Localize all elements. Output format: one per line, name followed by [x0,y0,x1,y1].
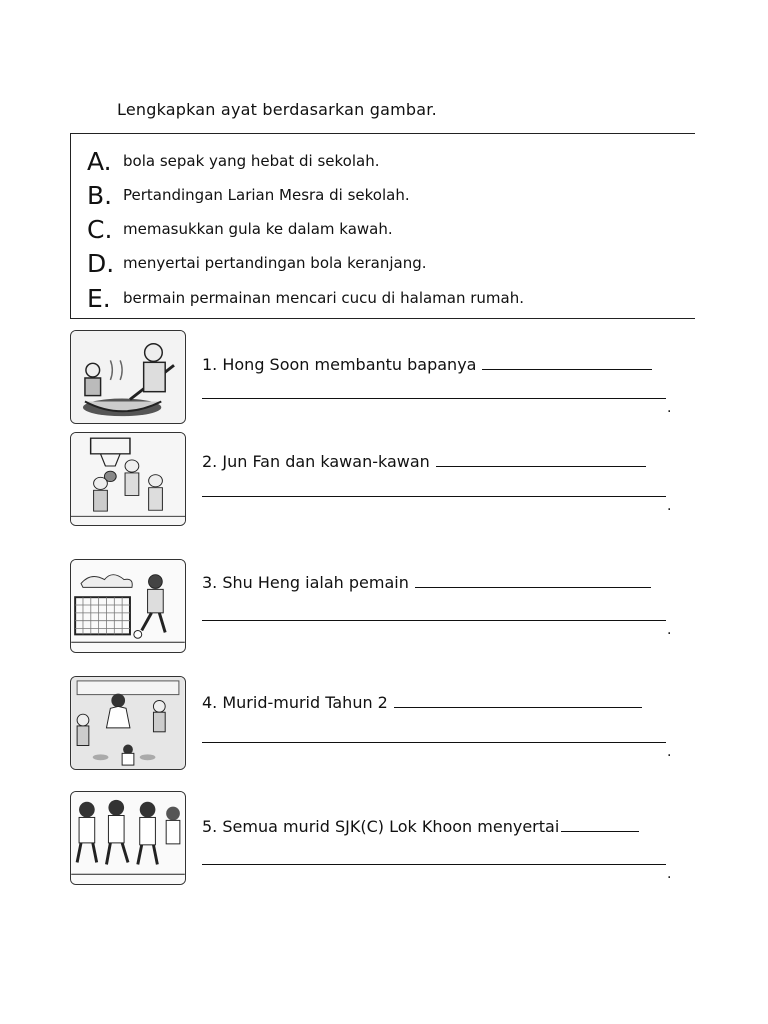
option-letter: C. [87,214,113,244]
instruction: Lengkapkan ayat berdasarkan gambar. [117,100,437,119]
option-d [87,248,427,278]
answer-line[interactable] [202,398,666,399]
options-box [70,133,695,319]
answer-blank[interactable] [482,355,652,370]
basketball-illustration [70,432,186,526]
period: . [667,498,672,514]
question-5 [202,817,639,836]
answer-blank[interactable] [436,452,646,467]
option-c [87,214,393,244]
question-4 [202,693,642,712]
children-playing-illustration [70,676,186,770]
option-text: menyertai pertandingan bola keranjang. [123,254,427,272]
option-text: memasukkan gula ke dalam kawah. [123,220,393,238]
running-race-illustration [70,791,186,885]
option-text: bola sepak yang hebat di sekolah. [123,152,380,170]
answer-line[interactable] [202,742,666,743]
question-text: 1. Hong Soon membantu bapanya [202,355,477,374]
option-a [87,146,379,176]
question-1 [202,355,652,374]
option-text: Pertandingan Larian Mesra di sekolah. [123,186,410,204]
cooking-pot-illustration [70,330,186,424]
answer-blank[interactable] [561,817,639,832]
answer-line[interactable] [202,496,666,497]
period: . [667,866,672,882]
answer-line[interactable] [202,864,666,865]
question-text: 4. Murid-murid Tahun 2 [202,693,388,712]
option-e [87,283,524,313]
question-text: 2. Jun Fan dan kawan-kawan [202,452,430,471]
option-letter: D. [87,248,115,278]
option-letter: B. [87,180,113,210]
option-letter: E. [87,283,111,313]
football-goal-illustration [70,559,186,653]
period: . [667,744,672,760]
answer-blank[interactable] [415,573,651,588]
period: . [667,400,672,416]
answer-blank[interactable] [394,693,642,708]
period: . [667,622,672,638]
option-text: bermain permainan mencari cucu di halaman rumah. [123,289,525,307]
option-letter: A. [87,146,112,176]
question-2 [202,452,646,471]
option-b [87,180,410,210]
question-3 [202,573,651,592]
question-text: 3. Shu Heng ialah pemain [202,573,409,592]
answer-line[interactable] [202,620,666,621]
question-text: 5. Semua murid SJK(C) Lok Khoon menyertai [202,817,560,836]
